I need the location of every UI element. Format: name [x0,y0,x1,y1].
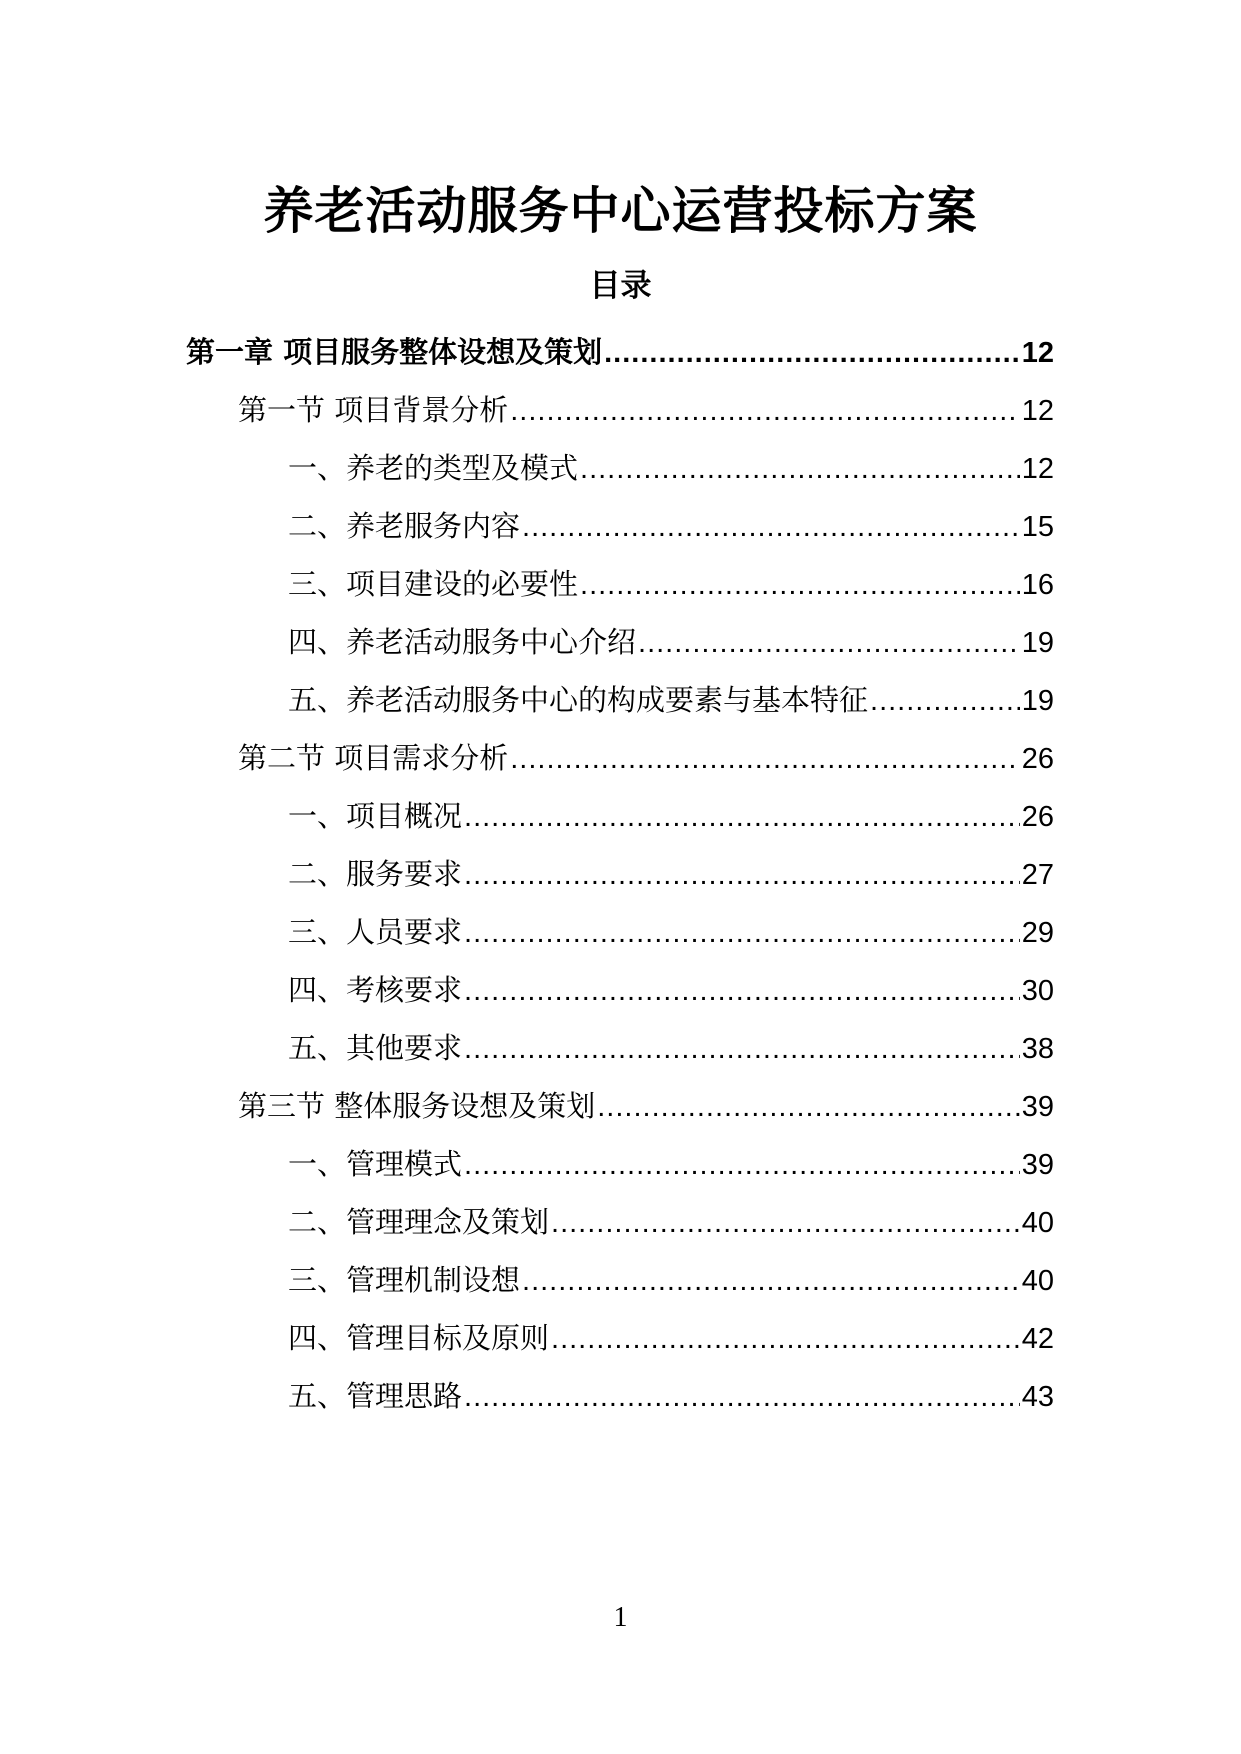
toc-entry-page: 16 [1021,569,1054,601]
toc-entry-label: 三、管理机制设想 [288,1263,521,1297]
toc-leader-dots [464,853,1020,897]
toc-leader-dots [597,1085,1020,1129]
toc-entry-page: 26 [1021,801,1054,833]
toc-entry-label: 一、管理模式 [288,1147,463,1181]
toc-leader-dots [464,911,1020,955]
toc-leader-dots [510,737,1020,781]
toc-entry-label: 一、养老的类型及模式 [288,451,579,485]
toc-entry[interactable] [288,1026,1054,1070]
toc-entry-page: 39 [1021,1091,1054,1123]
toc-entry-label: 二、管理理念及策划 [288,1205,550,1239]
toc-entry-label: 四、管理目标及原则 [288,1321,550,1355]
toc-entry[interactable] [288,678,1054,722]
toc-leader-dots [464,969,1020,1013]
toc-entry-label: 四、养老活动服务中心介绍 [288,625,637,659]
toc-leader-dots [522,505,1020,549]
toc-entry[interactable] [288,1142,1054,1186]
toc-entry[interactable] [288,1258,1054,1302]
toc-entry[interactable] [288,1374,1054,1418]
toc-leader-dots [870,679,1020,723]
toc-leader-dots [464,1143,1020,1187]
toc-entry[interactable] [238,1084,1054,1128]
toc-entry[interactable] [288,504,1054,548]
toc-entry-label: 第二节 项目需求分析 [238,741,509,775]
toc-heading: 目录 [589,268,652,304]
toc-entry-label: 四、考核要求 [288,973,463,1007]
toc-entry-label: 二、养老服务内容 [288,509,521,543]
toc-leader-dots [580,563,1020,607]
toc-leader-dots [604,331,1020,375]
toc-entry-page: 43 [1021,1381,1054,1413]
toc-leader-dots [522,1259,1020,1303]
toc-entry-page: 42 [1021,1323,1054,1355]
toc-entry[interactable] [288,852,1054,896]
toc-entry-page: 38 [1021,1033,1054,1065]
toc-entry-page: 12 [1021,395,1054,427]
toc-entry-label: 五、其他要求 [288,1031,463,1065]
page-number: 1 [613,1602,628,1633]
toc-entry[interactable] [288,446,1054,490]
toc-entry-label: 第一章 项目服务整体设想及策划 [186,335,603,369]
toc-entry-label: 第一节 项目背景分析 [238,393,509,427]
toc-entry-page: 40 [1021,1265,1054,1297]
toc-entry[interactable] [288,910,1054,954]
toc-entry[interactable] [288,968,1054,1012]
toc-leader-dots [464,795,1020,839]
document-title: 养老活动服务中心运营投标方案 [263,182,978,240]
toc-entry-page: 26 [1021,743,1054,775]
toc-entry-label: 五、养老活动服务中心的构成要素与基本特征 [288,683,869,717]
toc-leader-dots [464,1027,1020,1071]
toc-entry-page: 12 [1021,337,1054,369]
toc-entry-page: 19 [1021,627,1054,659]
toc-leader-dots [580,447,1020,491]
toc-entry[interactable] [288,1316,1054,1360]
toc-entry-label: 二、服务要求 [288,857,463,891]
toc-entry-page: 19 [1021,685,1054,717]
toc-entry[interactable] [238,736,1054,780]
toc-leader-dots [551,1317,1020,1361]
toc-leader-dots [638,621,1020,665]
toc-leader-dots [464,1375,1020,1419]
toc-entry-page: 30 [1021,975,1054,1007]
toc-leader-dots [551,1201,1020,1245]
toc-entry-page: 29 [1021,917,1054,949]
toc-entry-page: 12 [1021,453,1054,485]
toc-entry[interactable] [288,1200,1054,1244]
toc-entry-label: 三、人员要求 [288,915,463,949]
toc-entry[interactable] [186,330,1054,374]
toc-entry-page: 39 [1021,1149,1054,1181]
toc-entry-page: 15 [1021,511,1054,543]
toc-entry[interactable] [238,388,1054,432]
toc-entry-page: 27 [1021,859,1054,891]
toc-entry-label: 五、管理思路 [288,1379,463,1413]
toc-entry-label: 三、项目建设的必要性 [288,567,579,601]
toc-leader-dots [510,389,1020,433]
toc-entry-page: 40 [1021,1207,1054,1239]
toc-entry-label: 第三节 整体服务设想及策划 [238,1089,596,1123]
toc-entry[interactable] [288,620,1054,664]
toc-entry-label: 一、项目概况 [288,799,463,833]
toc-entry[interactable] [288,794,1054,838]
toc-entry[interactable] [288,562,1054,606]
